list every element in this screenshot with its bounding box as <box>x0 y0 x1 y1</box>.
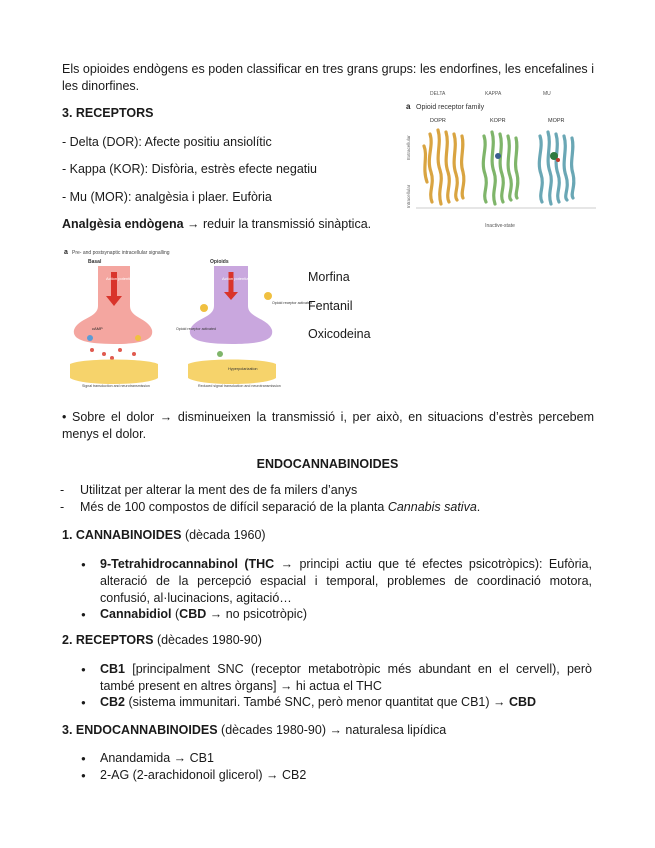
endo-dash-2-italic: Cannabis sativa <box>387 500 477 514</box>
postsynaptic-basal <box>70 360 158 385</box>
label-dopr: DOPR <box>430 118 446 124</box>
sec1-item-thc-rest: → principi actiu que té efectes psicotròpics): Eufòria, alteració de la percepció espacial i temporal, problemes de coordinació motora, confusió, al·lucinacions, agitació… <box>100 557 592 605</box>
label-hyperpolarization: Hyperpolarization <box>228 367 258 371</box>
vesicles-left <box>90 348 136 360</box>
endo-dash-2 <box>80 499 480 516</box>
sec2-rest: (dècades 1980-90) <box>153 633 262 647</box>
endo-dash-2-after: . <box>476 500 481 514</box>
kopr-ligand <box>495 153 501 159</box>
signalling-figure <box>62 246 312 392</box>
label-mopr: MOPR <box>548 118 565 124</box>
footer-left: Signal transduction and neurotransmission <box>82 384 150 388</box>
receptor-left-1 <box>87 335 93 341</box>
sec2-item-cb1-rest: [principalment SNC (receptor metabotròpic més abundant en el cervell), però també present en altres òrgans] → hi actua el THC <box>100 662 592 693</box>
label-opioids: Opioids <box>210 259 229 265</box>
receptor-mu: - Mu (MOR): analgèsia i plaer. Eufòria <box>62 190 272 204</box>
signal-panel-letter: a <box>64 249 68 256</box>
label-delta: DELTA <box>430 91 446 97</box>
opioid-receptor-graphic <box>400 86 600 236</box>
label-ap-right: Action potential <box>222 276 250 281</box>
receptor-kappa: - Kappa (KOR): Disfòria, estrès efecte negatiu <box>62 162 317 176</box>
figure-title: Opioid receptor family <box>416 104 485 111</box>
label-extracellular: Extracellular <box>406 135 411 160</box>
label-inactive-state: Inactive-state <box>485 223 515 229</box>
sec1-item-cbd-rest: → no psicotròpic) <box>206 607 307 621</box>
sec1-heading <box>62 527 266 544</box>
sec1-item-cbd-bold: Cannabidiol <box>100 607 172 621</box>
sec2-item-cb1-bold: CB1 <box>100 662 126 676</box>
sec3-item-anandamida: ● Anandamida → CB1 <box>100 750 592 767</box>
signal-title: Pre- and postsynaptic intracellular signalling <box>72 250 170 256</box>
sec2-item-cb2 <box>100 694 592 711</box>
sec2-item-cb1 <box>100 661 592 695</box>
opioid-receptor-figure <box>400 86 600 236</box>
label-opioid-receptor-2: Opioid receptor activated <box>176 327 216 331</box>
label-mu: MU <box>543 91 551 97</box>
label-ap-left: Action potential <box>106 276 134 281</box>
mopr-structure <box>539 132 574 204</box>
sec2-heading <box>62 632 262 649</box>
analgesia-rest: → reduir la transmissió sinàptica. <box>183 217 372 231</box>
sec1-bold: 1. CANNABINOIDES <box>62 528 182 542</box>
endo-dash-1: - Utilitzat per alterar la ment des de fa milers d’anys <box>80 482 357 499</box>
sec1-item-cbd-mid: ( <box>171 607 180 621</box>
signalling-graphic <box>62 246 312 392</box>
receptor-right <box>217 351 223 357</box>
sec1-item-thc-bold: 9-Tetrahidrocannabinol (THC <box>100 557 275 571</box>
label-basal: Basal <box>88 259 102 265</box>
label-opioid-receptor: Opioid receptor activated <box>272 301 312 305</box>
sec3-bold: 3. ENDOCANNABINOIDES <box>62 723 218 737</box>
sec1-item-cbd <box>100 606 592 623</box>
intro-paragraph: Els opioides endògens es poden classificar en tres grans grups: les endorfines, les encefalines i les dinorfines. <box>62 62 594 93</box>
endo-title: ENDOCANNABINOIDES <box>256 457 399 471</box>
receptor-delta: - Delta (DOR): Afecte positiu ansiolític <box>62 135 272 149</box>
receptor-left-2 <box>135 335 141 341</box>
drug-morfina: Morfina <box>308 270 350 284</box>
endo-dash-2-before: Més de 100 compostos de difícil separació de la planta <box>80 500 388 514</box>
footer-right: Reduced signal transduction and neurotransmission <box>198 384 281 388</box>
sec2-bold: 2. RECEPTORS <box>62 633 154 647</box>
sec2-item-cb2-bold: CB2 <box>100 695 126 709</box>
kopr-structure <box>483 132 518 204</box>
sec3-rest: (dècades 1980-90) → naturalesa lipídica <box>217 723 447 737</box>
postsynaptic-opioid <box>188 360 276 385</box>
label-kopr: KOPR <box>490 118 506 124</box>
label-camp: cAMP <box>92 326 103 331</box>
sec1-item-cbd-bold2: CBD <box>179 607 207 621</box>
opioid-ligand-1 <box>200 304 208 312</box>
analgesia-line <box>62 216 371 233</box>
panel-letter: a <box>406 102 411 111</box>
sec2-item-cb2-rest: (sistema immunitari. També SNC, però menor quantitat que CB1) → <box>125 695 509 709</box>
drug-oxicodeina: Oxicodeina <box>308 327 371 341</box>
receptors-heading: 3. RECEPTORS <box>62 106 154 120</box>
sec1-item-thc <box>100 556 592 607</box>
drug-fentanil: Fentanil <box>308 299 353 313</box>
pain-note: • Sobre el dolor → disminueixen la transmissió i, per això, en situacions d’estrès percebem menys el dolor. <box>62 410 594 441</box>
opioid-ligand-2 <box>264 292 272 300</box>
sec3-heading <box>62 722 446 739</box>
analgesia-bold: Analgèsia endògena <box>62 217 184 231</box>
sec1-rest: (dècada 1960) <box>181 528 266 542</box>
sec3-item-2ag: ● 2-AG (2-arachidonoil glicerol) → CB2 <box>100 767 592 784</box>
label-intracellular: Intracellular <box>406 184 411 208</box>
sec2-item-cb2-bold2: CBD <box>508 695 537 709</box>
label-kappa: KAPPA <box>485 91 502 97</box>
dopr-structure <box>424 130 464 204</box>
